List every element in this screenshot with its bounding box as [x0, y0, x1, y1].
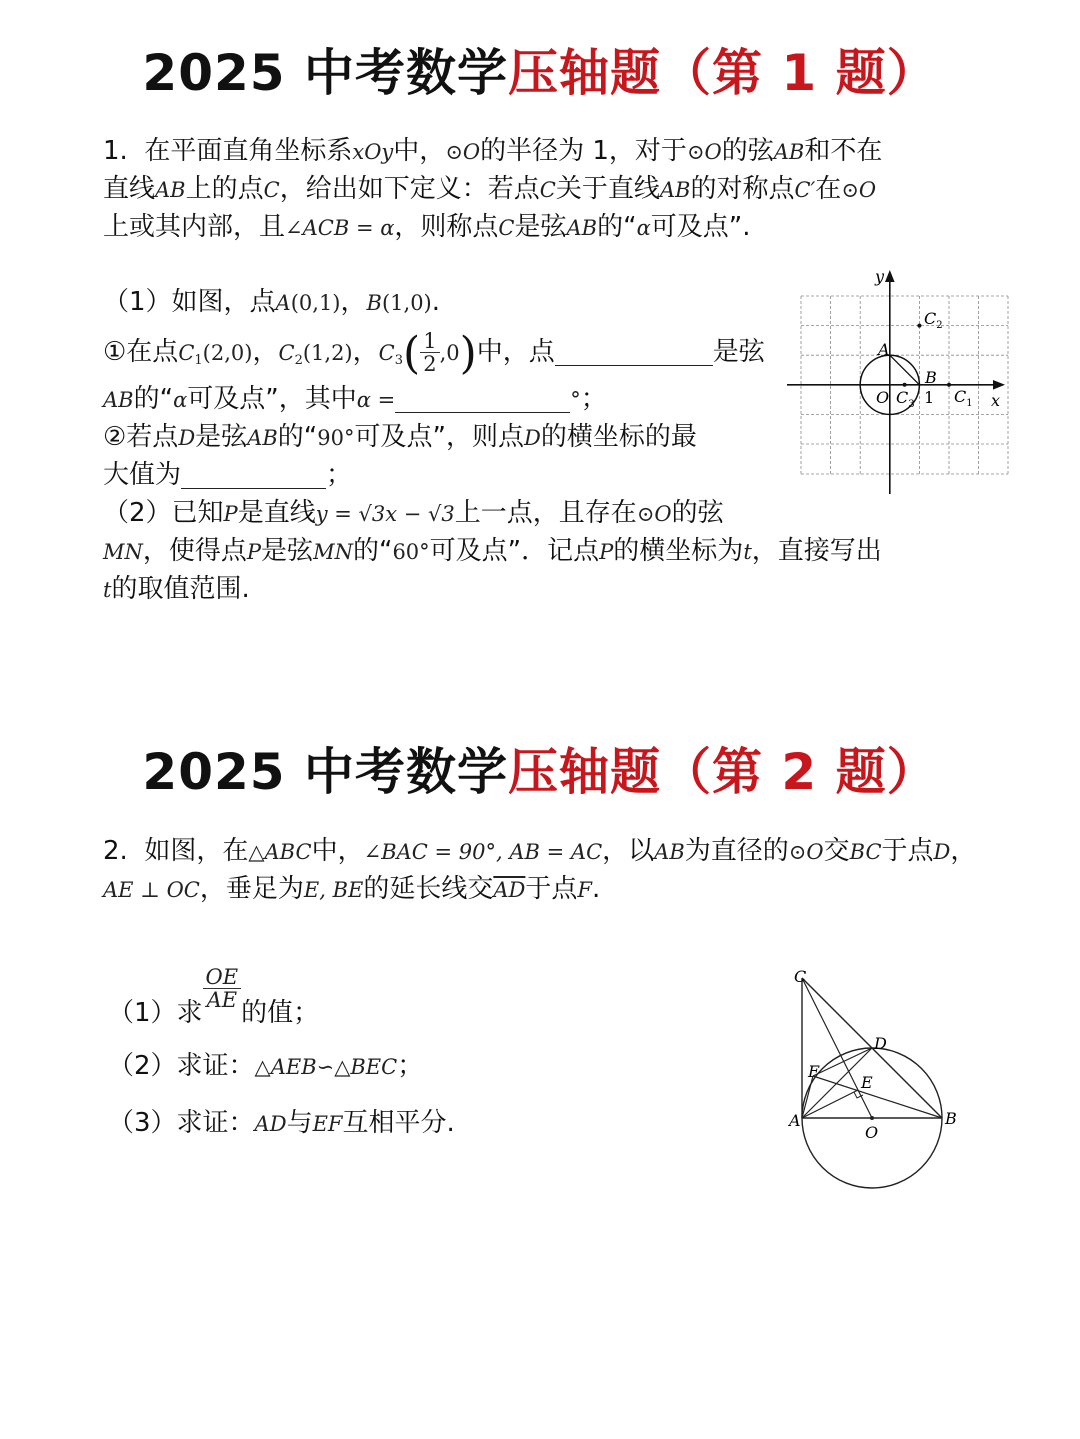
- label-c3: $C_3$: [896, 388, 915, 410]
- q1-coordinate-figure: [785, 268, 1015, 498]
- label-c1: $C_1$: [954, 387, 973, 409]
- fraction-one-half: $\frac{1}{2}$: [420, 330, 439, 375]
- q2-sub2: （2）求证：△AEB∽△BEC；: [108, 1051, 424, 1081]
- q2-sub3: （3）求证：AD与EF互相平分.: [108, 1108, 455, 1138]
- label-a: A: [878, 340, 890, 359]
- segment-fd: [813, 1048, 872, 1076]
- point-c3: [903, 383, 907, 387]
- q2-stem-line2: AE ⊥ OC，垂足为E, BE的延长线交$\overline{AD}$于点F.: [103, 874, 601, 904]
- segment-co: [802, 978, 872, 1118]
- q1-part2-line3: t的取值范围.: [103, 574, 250, 604]
- label-one: 1: [924, 388, 935, 407]
- q1-part2-line2: MN，使得点P是弦MN的“60°可及点”．记点P的横坐标为t，直接写出: [103, 536, 882, 566]
- label-b: B: [945, 1109, 957, 1128]
- q1-part1-item1-cont: AB的“α可及点”，其中α = °；: [103, 384, 607, 414]
- label-d: D: [874, 1034, 887, 1053]
- label-c: C: [794, 967, 807, 986]
- y-axis-arrow: [885, 270, 895, 282]
- segment-bf: [813, 1076, 942, 1118]
- q2-title: [0, 742, 1080, 802]
- q1-part2-line1: （2）已知P是直线y = √3x − √3上一点，且存在⊙O的弦: [103, 498, 724, 528]
- label-o: O: [865, 1123, 879, 1142]
- q1-stem-line2: 直线AB上的点C，给出如下定义：若点C关于直线AB的对称点C′在⊙O: [103, 174, 877, 204]
- label-a: A: [789, 1111, 801, 1130]
- label-f: F: [808, 1062, 820, 1081]
- label-b: B: [925, 368, 937, 387]
- point-c1: [947, 383, 951, 387]
- answer-blank-alpha[interactable]: [395, 386, 570, 413]
- arc-ad: $\overline{AD}$: [493, 878, 526, 902]
- label-e: E: [861, 1073, 873, 1092]
- q1-stem-line1: 1. 在平面直角坐标系xOy中，⊙O的半径为 1，对于⊙O的弦AB和不在: [103, 136, 883, 166]
- answer-blank-max[interactable]: [181, 462, 326, 489]
- segment-ae: [802, 1090, 858, 1118]
- q1-part1-item2: ②若点D是弦AB的“90°可及点”，则点D的横坐标的最: [103, 422, 697, 452]
- q2-sub1: （1）求 $\frac{OE}{AE}$ 的值；: [108, 965, 320, 1028]
- q1-stem-line3: 上或其内部，且∠ACB = α，则称点C是弦AB的“α可及点”.: [103, 212, 751, 242]
- q2-geometry-figure: [788, 965, 978, 1195]
- q2-stem-line1: 2. 如图，在△ABC中，∠BAC = 90°, AB = AC，以AB为直径的⊙O交BC于点D，: [103, 836, 977, 866]
- q1-part1-item2-cont: 大值为 ；: [103, 460, 353, 490]
- label-o: O: [876, 388, 890, 407]
- label-y: y: [875, 268, 885, 286]
- label-c2: $C_2$: [924, 309, 943, 331]
- answer-blank-points[interactable]: [555, 339, 713, 366]
- q1-title-main: 2025 中考数学: [142, 44, 508, 102]
- label-x: x: [991, 391, 1001, 410]
- q2-title-main: 2025 中考数学: [142, 743, 508, 801]
- q1-part1-intro: （1）如图，点A(0,1)，B(1,0).: [103, 287, 441, 317]
- point-c2: [917, 324, 921, 328]
- q1-title-highlight: 压轴题（第 1 题）: [507, 44, 938, 102]
- q2-title-highlight: 压轴题（第 2 题）: [507, 743, 938, 801]
- q1-title: [0, 43, 1080, 103]
- x-axis-arrow: [993, 380, 1005, 390]
- q1-part1-item1: ①在点$C_1(2,0)$，$C_2(1,2)$，$C_3$( $\frac{1}{2}$ ,0)中，点 是弦: [103, 328, 765, 379]
- fraction-oe-ae: $\frac{OE}{AE}$: [203, 966, 242, 1011]
- point-o: [870, 1116, 874, 1120]
